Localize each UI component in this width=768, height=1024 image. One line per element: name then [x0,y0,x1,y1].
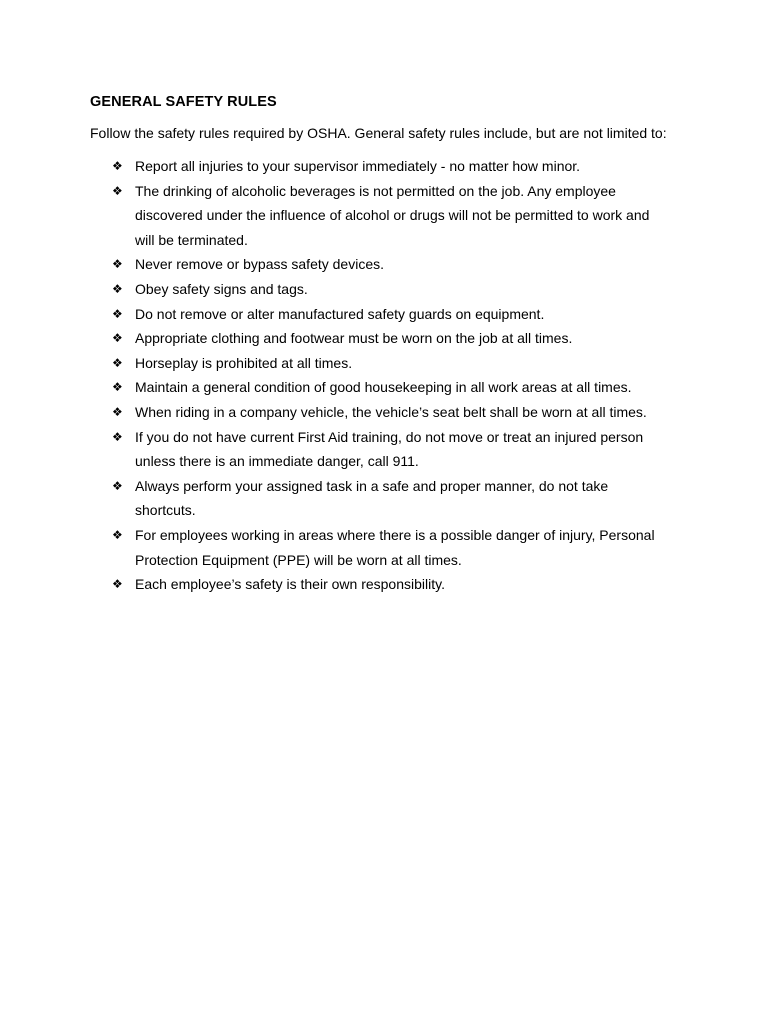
list-item [90,375,671,400]
diamond-bullet-icon: ❖ [112,306,123,321]
page-title: GENERAL SAFETY RULES [90,94,277,110]
diamond-bullet-icon: ❖ [112,281,123,296]
diamond-bullet-icon: ❖ [112,257,123,272]
diamond-bullet-icon: ❖ [112,380,123,395]
rule-text: Obey safety signs and tags. [135,280,308,297]
list-item [90,277,671,302]
rule-text: Do not remove or alter manufactured safety guards on equipment. [135,305,545,322]
list-item [90,400,671,425]
list-item [90,302,671,327]
diamond-bullet-icon: ❖ [112,183,123,198]
list-item [90,474,671,523]
list-item [90,154,671,179]
list-item [90,425,671,474]
list-item [90,572,671,597]
diamond-bullet-icon: ❖ [112,355,123,370]
diamond-bullet-icon: ❖ [112,577,123,592]
rule-text: Each employee’s safety is their own responsibility. [135,576,445,593]
list-item [90,252,671,277]
list-item [90,326,671,351]
document-page [90,92,690,597]
rule-text: Maintain a general condition of good housekeeping in all work areas at all times. [135,379,632,396]
list-item [90,523,671,572]
list-item [90,351,671,376]
rule-text: Never remove or bypass safety devices. [135,256,384,273]
intro-paragraph: Follow the safety rules required by OSHA. General safety rules include, but are not limited to: [90,125,667,141]
rule-text: The drinking of alcoholic beverages is not permitted on the job. Any employee discovered under the influence of alcohol or drugs will not be permitted to work and will be terminated. [135,182,650,248]
rule-text: Appropriate clothing and footwear must be worn on the job at all times. [135,330,573,347]
rule-text: For employees working in areas where there is a possible danger of injury, Personal Protection Equipment (PPE) will be worn at all times. [135,526,655,568]
rule-text: Report all injuries to your supervisor immediately - no matter how minor. [135,158,581,174]
rule-text: Horseplay is prohibited at all times. [135,354,353,371]
rule-text: When riding in a company vehicle, the vehicle’s seat belt shall be worn at all times. [135,403,647,420]
rule-text: Always perform your assigned task in a safe and proper manner, do not take shortcuts. [135,477,609,519]
rule-text: If you do not have current First Aid training, do not move or treat an injured person unless there is an immediate danger, call 911. [135,428,644,470]
diamond-bullet-icon: ❖ [112,478,123,493]
diamond-bullet-icon: ❖ [112,527,123,542]
list-item [90,179,671,253]
safety-rules-list [90,154,690,597]
diamond-bullet-icon: ❖ [112,404,123,419]
diamond-bullet-icon: ❖ [112,429,123,444]
diamond-bullet-icon: ❖ [112,331,123,346]
diamond-bullet-icon: ❖ [112,159,123,173]
